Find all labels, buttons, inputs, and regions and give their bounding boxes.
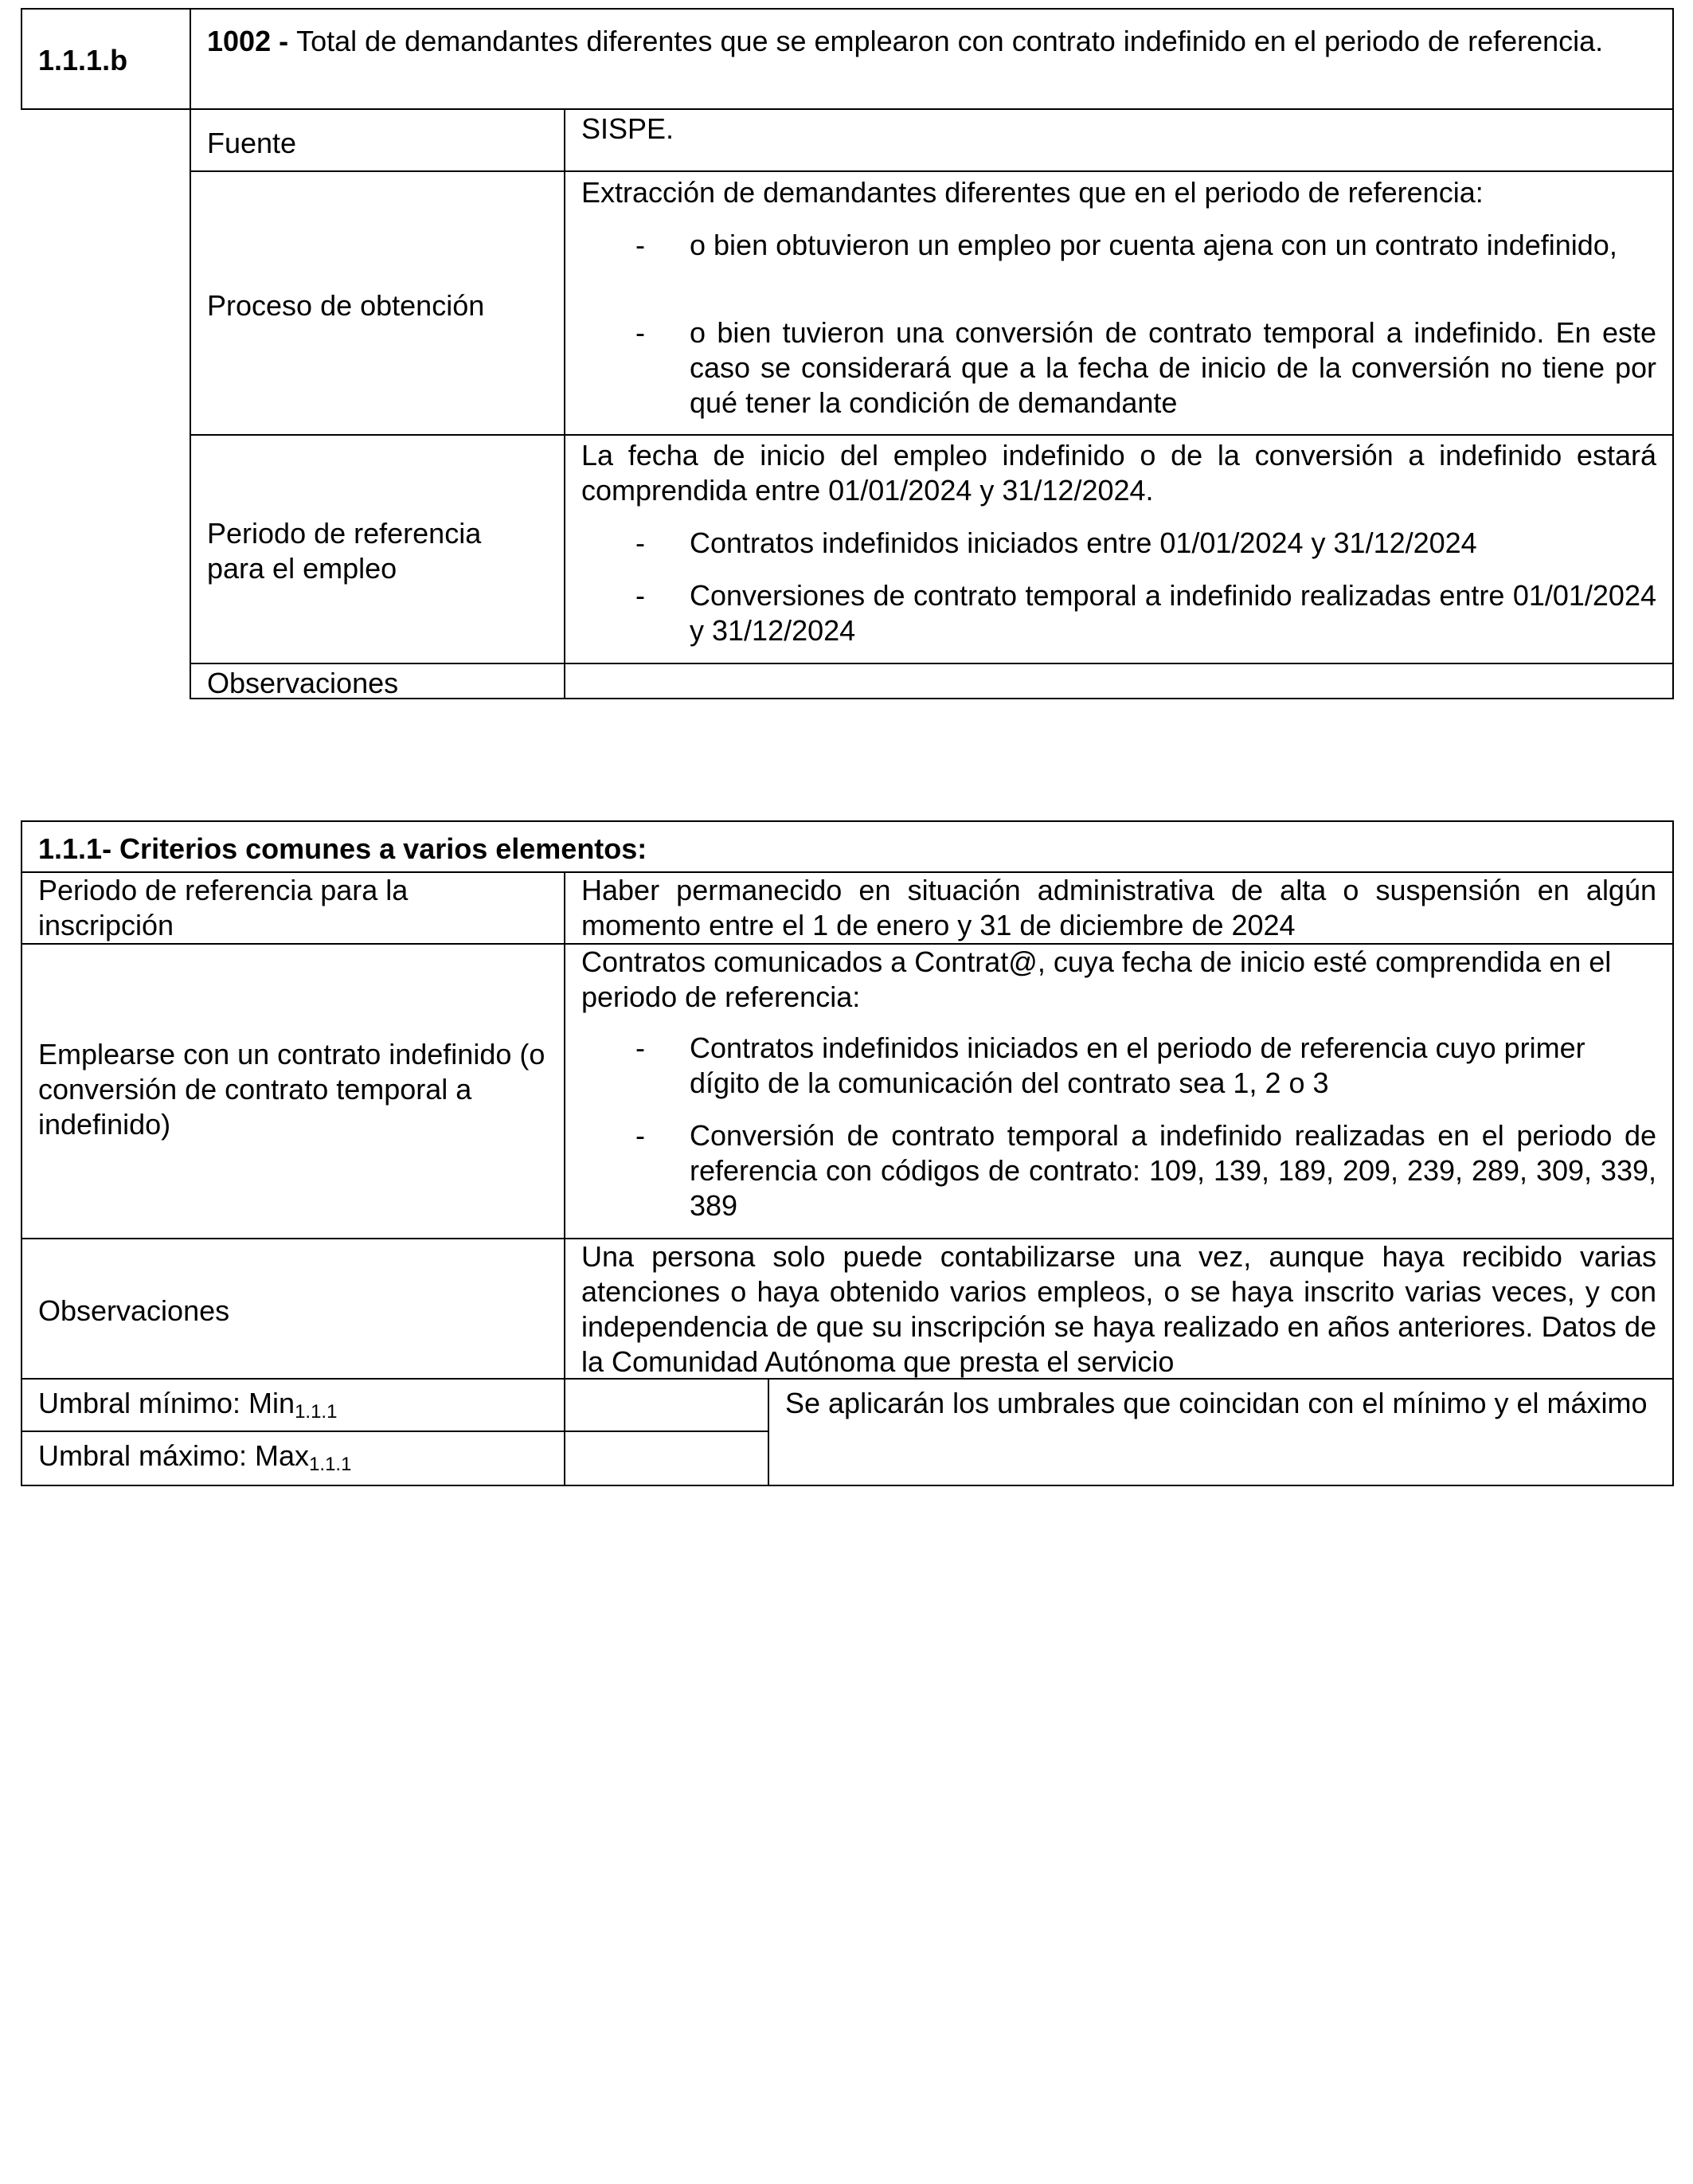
proceso-list-item: [635, 228, 1656, 299]
criteria-column-divider: [768, 1378, 769, 1486]
proceso-label: Proceso de obtención: [207, 289, 485, 322]
observaciones-label: Observaciones: [207, 667, 399, 699]
list-dash: -: [635, 1119, 645, 1152]
inscripcion-label: Periodo de referencia para la inscripción: [38, 874, 409, 941]
list-dash: -: [635, 526, 645, 559]
umbral-max-subscript: 1.1.1: [309, 1454, 352, 1475]
periodo-label: Periodo de referencia para el empleo: [207, 517, 482, 585]
inscripcion-value: Haber permanecido en situación administrativa de alta o suspensión en algún momento entre el 1 de enero y 31 de diciembre de 2024: [581, 874, 1656, 941]
emplearse-item-text: Conversión de contrato temporal a indefinido realizadas en el periodo de referencia con códigos de contrato: 109, 139, 189, 209, 239, 289, 309, 339, 389: [690, 1119, 1656, 1222]
periodo-list-item: [635, 578, 1656, 650]
umbral-note: Se aplicarán los umbrales que coincidan con el mínimo y el máximo: [785, 1387, 1648, 1419]
details-column-divider: [564, 108, 565, 699]
details-row-divider: [190, 170, 1674, 172]
indicator-number: 1002: [207, 25, 272, 57]
criteria-observaciones-label: Observaciones: [38, 1294, 230, 1327]
emplearse-intro: Contratos comunicados a Contrat@, cuya fecha de inicio esté comprendida en el periodo de referencia:: [581, 945, 1612, 1013]
umbral-min-label: [38, 1386, 337, 1430]
proceso-item-text: o bien tuvieron una conversión de contrato temporal a indefinido. En este caso se considerará que a la fecha de inicio de la conversión no tiene por qué tener la condición de demandante: [690, 316, 1656, 419]
list-dash: -: [635, 316, 645, 349]
proceso-list-item: [635, 315, 1656, 422]
proceso-item-text: o bien obtuvieron un empleo por cuenta ajena con un contrato indefinido,: [690, 229, 1617, 261]
list-dash: -: [635, 1031, 645, 1064]
periodo-item-text: Contratos indefinidos iniciados entre 01/01/2024 y 31/12/2024: [690, 526, 1477, 559]
fuente-value: SISPE.: [581, 112, 674, 145]
criteria-row-divider: [21, 1431, 769, 1432]
fuente-label: Fuente: [207, 127, 297, 159]
emplearse-list-item: [635, 1031, 1656, 1102]
proceso-intro: Extracción de demandantes diferentes que en el periodo de referencia:: [581, 176, 1484, 209]
criteria-heading: 1.1.1- Criterios comunes a varios elementos:: [38, 832, 647, 865]
emplearse-item-text: Contratos indefinidos iniciados en el periodo de referencia cuyo primer dígito de la comunicación del contrato sea 1, 2 o 3: [690, 1031, 1585, 1099]
details-row-divider: [190, 434, 1674, 436]
periodo-item-text: Conversiones de contrato temporal a indefinido realizadas entre 01/01/2024 y 31/12/2024: [690, 579, 1656, 647]
criteria-column-divider: [564, 871, 565, 1486]
umbral-max-text: Umbral máximo: Max: [38, 1439, 310, 1472]
indicator-code: 1.1.1.b: [38, 44, 128, 76]
emplearse-list-item: [635, 1118, 1656, 1225]
umbral-min-text: Umbral mínimo: Min: [38, 1387, 295, 1419]
periodo-intro: La fecha de inicio del empleo indefinido o de la conversión a indefinido estará comprendida entre 01/01/2024 y 31/12/2024.: [581, 439, 1656, 507]
list-dash: -: [635, 229, 645, 261]
indicator-title: [207, 24, 1656, 59]
criteria-observaciones-value: Una persona solo puede contabilizarse una vez, aunque haya recibido varias atenciones o haya obtenido varios empleos, o se haya inscrito varias veces, y con independencia de que su inscripción se haya realizado en años anteriores. Datos de la Comunidad Autónoma que presta el servicio: [581, 1240, 1656, 1378]
periodo-list-item: [635, 526, 1656, 561]
umbral-max-label: [38, 1438, 351, 1482]
umbral-min-subscript: 1.1.1: [295, 1401, 338, 1423]
indicator-separator: -: [271, 25, 297, 57]
details-row-divider: [190, 663, 1674, 664]
emplearse-label: Emplearse con un contrato indefinido (o conversión de contrato temporal a indefinido): [38, 1038, 545, 1141]
list-dash: -: [635, 579, 645, 612]
indicator-title-text: Total de demandantes diferentes que se emplearon con contrato indefinido en el periodo de referencia.: [296, 25, 1604, 57]
